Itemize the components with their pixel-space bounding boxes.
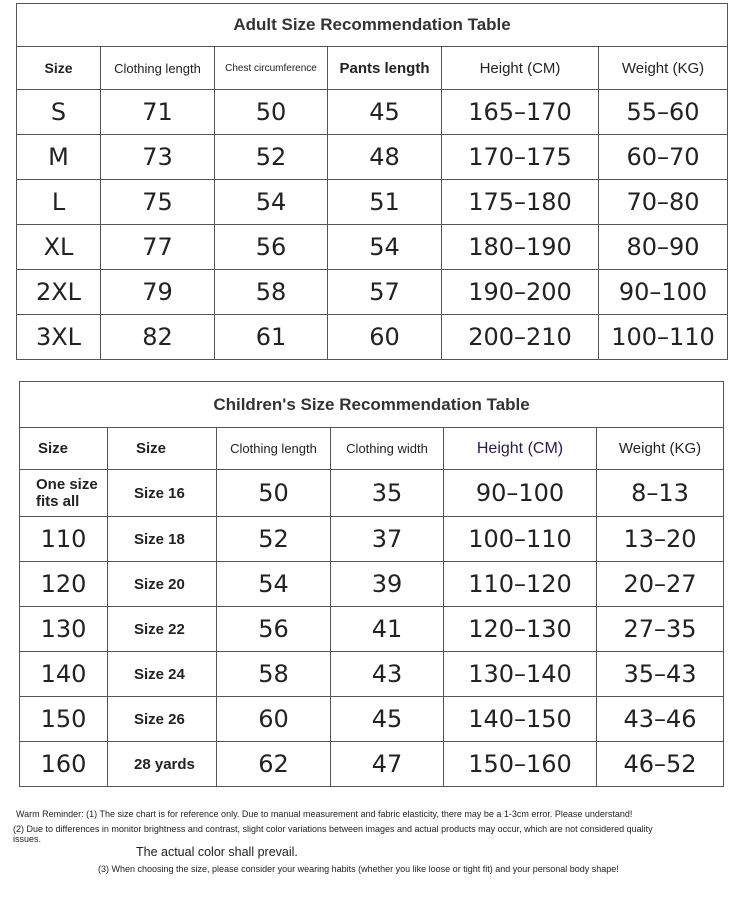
adult-header-size: Size	[17, 47, 101, 90]
cell: 3XL	[17, 315, 101, 360]
table-row	[17, 180, 728, 225]
cell: 8–13	[597, 470, 724, 517]
cell: 190–200	[442, 270, 599, 315]
cell: 77	[101, 225, 215, 270]
reminder-line-2: (2) Due to differences in monitor brightness and contrast, slight color variations between images and actual products may occur, which are not considered quality	[13, 824, 653, 834]
cell: 41	[331, 607, 444, 652]
table-row	[17, 315, 728, 360]
cell: 54	[217, 562, 331, 607]
adult-size-table	[16, 3, 728, 360]
cell: 37	[331, 517, 444, 562]
cell: 55–60	[599, 90, 728, 135]
cell: 54	[328, 225, 442, 270]
cell: 52	[215, 135, 328, 180]
children-header-weight: Weight (KG)	[597, 428, 724, 470]
cell: 47	[331, 742, 444, 787]
cell: 35	[331, 470, 444, 517]
cell: 120–130	[444, 607, 597, 652]
cell: 58	[217, 652, 331, 697]
cell: 160	[20, 742, 108, 787]
cell: 71	[101, 90, 215, 135]
cell: 60	[328, 315, 442, 360]
cell: 82	[101, 315, 215, 360]
children-header-clothing-width: Clothing width	[331, 428, 444, 470]
cell: 120	[20, 562, 108, 607]
cell: M	[17, 135, 101, 180]
cell: 56	[215, 225, 328, 270]
cell: 200–210	[442, 315, 599, 360]
reminder-line-2-continued: issues.	[13, 834, 42, 844]
reminder-line-4: (3) When choosing the size, please consider your wearing habits (whether you like loose or tight fit) and your personal body shape!	[98, 864, 619, 874]
adult-header-clothing-length: Clothing length	[101, 47, 215, 90]
cell: 60–70	[599, 135, 728, 180]
children-size-table	[19, 381, 724, 787]
cell: 2XL	[17, 270, 101, 315]
cell: 61	[215, 315, 328, 360]
cell: 56	[217, 607, 331, 652]
children-table-title: Children's Size Recommendation Table	[20, 382, 724, 428]
table-row	[20, 652, 724, 697]
cell: 170–175	[442, 135, 599, 180]
cell: 70–80	[599, 180, 728, 225]
cell: 45	[331, 697, 444, 742]
children-header-clothing-length: Clothing length	[217, 428, 331, 470]
cell: 57	[328, 270, 442, 315]
table-row	[20, 562, 724, 607]
cell: 43	[331, 652, 444, 697]
cell: 175–180	[442, 180, 599, 225]
adult-header-height: Height (CM)	[442, 47, 599, 90]
cell: Size 22	[108, 607, 217, 652]
cell: 100–110	[599, 315, 728, 360]
cell: L	[17, 180, 101, 225]
cell: S	[17, 90, 101, 135]
cell: 28 yards	[108, 742, 217, 787]
cell: 180–190	[442, 225, 599, 270]
cell: Size 16	[108, 470, 217, 517]
cell: 35–43	[597, 652, 724, 697]
cell: Size 24	[108, 652, 217, 697]
table-row	[20, 742, 724, 787]
cell: 51	[328, 180, 442, 225]
table-row	[17, 225, 728, 270]
cell: 130	[20, 607, 108, 652]
cell: 45	[328, 90, 442, 135]
table-row	[20, 697, 724, 742]
children-header-height: Height (CM)	[444, 428, 597, 470]
table-row	[17, 135, 728, 180]
table-row	[17, 90, 728, 135]
cell: 140–150	[444, 697, 597, 742]
cell: Size 20	[108, 562, 217, 607]
cell: 58	[215, 270, 328, 315]
cell: 110	[20, 517, 108, 562]
cell: 79	[101, 270, 215, 315]
cell: 73	[101, 135, 215, 180]
cell: 50	[217, 470, 331, 517]
cell: 62	[217, 742, 331, 787]
cell: 165–170	[442, 90, 599, 135]
children-header-size-label: Size	[108, 428, 217, 470]
cell: 140	[20, 652, 108, 697]
cell: 130–140	[444, 652, 597, 697]
table-row	[20, 470, 724, 517]
cell: 110–120	[444, 562, 597, 607]
cell: 100–110	[444, 517, 597, 562]
reminder-line-3: The actual color shall prevail.	[136, 845, 298, 859]
cell: 52	[217, 517, 331, 562]
cell: 48	[328, 135, 442, 180]
cell: 90–100	[599, 270, 728, 315]
cell: 60	[217, 697, 331, 742]
cell: 46–52	[597, 742, 724, 787]
cell: 13–20	[597, 517, 724, 562]
table-row	[20, 517, 724, 562]
cell: Size 18	[108, 517, 217, 562]
cell: 80–90	[599, 225, 728, 270]
cell: 150–160	[444, 742, 597, 787]
adult-header-weight: Weight (KG)	[599, 47, 728, 90]
cell: 43–46	[597, 697, 724, 742]
cell: 75	[101, 180, 215, 225]
reminder-line-1: Warm Reminder: (1) The size chart is for reference only. Due to manual measurement and fabric elasticity, there may be a 1-3cm error. Please understand!	[16, 809, 633, 819]
table-row	[20, 607, 724, 652]
cell: 90–100	[444, 470, 597, 517]
cell: XL	[17, 225, 101, 270]
adult-header-chest: Chest circumference	[215, 47, 328, 90]
cell: 39	[331, 562, 444, 607]
cell: One size fits all	[20, 470, 108, 517]
cell: 50	[215, 90, 328, 135]
cell: Size 26	[108, 697, 217, 742]
cell: 27–35	[597, 607, 724, 652]
cell: 54	[215, 180, 328, 225]
cell: 150	[20, 697, 108, 742]
adult-header-pants-length: Pants length	[328, 47, 442, 90]
table-row	[17, 270, 728, 315]
children-header-size: Size	[20, 428, 108, 470]
adult-table-title: Adult Size Recommendation Table	[17, 4, 728, 47]
cell: 20–27	[597, 562, 724, 607]
